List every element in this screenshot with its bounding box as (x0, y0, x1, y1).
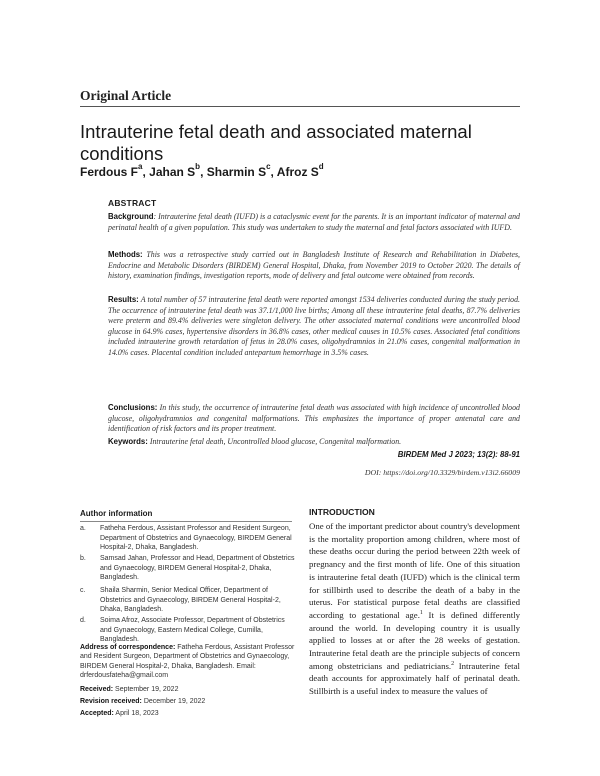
affiliation-key: c. (80, 587, 86, 594)
affiliation-key: b. (80, 555, 86, 562)
abstract-methods (108, 250, 520, 282)
abstract-conclusions (108, 403, 520, 435)
affiliation-item (80, 524, 296, 553)
abstract-keywords-text: Intrauterine fetal death, Uncontrolled blood glucose, Congenital malformation. (147, 437, 402, 446)
affiliation-key: d. (80, 617, 86, 624)
affiliation-text: Samsad Jahan, Professor and Head, Department of Obstetrics and Gynaecology, BIRDEM General Hospital-2, Dhaka, Bangladesh. (100, 555, 295, 582)
author-affiliation-mark: d (318, 162, 324, 171)
header-divider (80, 106, 520, 107)
author-info-divider (80, 521, 292, 522)
abstract-background-text: : Intrauterine fetal death (IUFD) is a cataclysmic event for the parents. It is an important indicator of maternal and perinatal health of a given population. This study was undertaken to study the maternal and fetal factors associated with IUFD. (108, 212, 520, 232)
revision-label: Revision received: (80, 698, 142, 705)
correspondence-label: Address of correspondence: (80, 644, 176, 651)
author-name: Ferdous F (80, 165, 139, 179)
abstract-results (108, 295, 520, 359)
affiliation-item (80, 616, 296, 645)
author-name: Afroz S (276, 165, 319, 179)
revision-date (80, 698, 296, 705)
received-label: Received: (80, 686, 114, 693)
author-affiliation-mark: c (266, 162, 271, 171)
abstract-results-text: A total number of 57 intrauterine fetal death were reported amongst 1534 deliveries conducted during the study period. The occurrence of intrauterine fetal death was 37.1/1,000 live births; Among all these intrauterine fetal deaths, 87.7% deliveries were preterm and 89.4% deliveries were singleton delivery. The other associated maternal conditions were uncontrolled blood glucose in 64.9% cases, hypertensive disorders in 36.8% cases, other medical causes in 10.5% cases. Associated fetal conditions included intrauterine growth retardation of fetus in 28.0% cases, oligohydramnios in 21.0% cases, congenital malformation in 14.0% cases. Placental condition included antepartum hemorrhage in 3.5% cases. (108, 295, 520, 357)
introduction-text (309, 520, 520, 698)
reference-mark: 2 (451, 660, 455, 667)
author-info-heading: Author information (80, 509, 153, 518)
abstract-methods-label: Methods: (108, 250, 143, 259)
abstract-heading: ABSTRACT (108, 198, 157, 208)
abstract-keywords (108, 437, 520, 448)
author-affiliation-mark: b (195, 162, 201, 171)
introduction-heading: INTRODUCTION (309, 507, 375, 517)
article-type-label: Original Article (80, 88, 172, 103)
introduction-paragraph: It is defined differently around the world. In developing country it is usually applied to losses at or after the 28 weeks of gestation. Intrauterine fetal death are the principle subjects of concern among obstetricians and pediatricians. (309, 609, 520, 671)
author-affiliation-mark: a (138, 162, 143, 171)
abstract-conclusions-text: In this study, the occurrence of intrauterine fetal death was associated with high incidence of uncontrolled blood glucose, oligohydramnios and congenital malformations. This emphasizes the importance of proper antenatal care and identification of risk factors and its proper treatment. (108, 403, 520, 434)
journal-citation: BIRDEM Med J 2023; 13(2): 88-91 (397, 450, 520, 459)
revision-value: December 19, 2022 (141, 698, 206, 705)
abstract-background-label: Background (108, 212, 154, 221)
author-list: Ferdous $F^a$, Jahan $S^b$, Sharmin $S^c$, Afroz $S^d$ (80, 162, 324, 179)
accepted-label: Accepted: (80, 710, 114, 717)
introduction-paragraph: One of the important predictor about country's development is the mortality proportion among children, where most of these deaths occur during the period between 22th week of pregnancy and the first month of life. One of this situation is intrauterine fetal death (IUFD) which is the clinical term for stillbirth used to describe the death of a baby in the uterus. For statistical purpose fetal deaths are classified according to gestational age. (309, 521, 520, 620)
correspondence-text: Fatheha Ferdous, Assistant Professor and Resident Surgeon, Department of Obstetrics and Gynaecology, BIRDEM General Hospital-2, Dhaka, Bangladesh. Email: drferdousfateha@gmail.com (80, 644, 295, 680)
accepted-value: April 18, 2023 (113, 710, 159, 717)
abstract-background (108, 212, 520, 233)
author-name: Sharmin S (206, 165, 267, 179)
affiliation-key: a. (80, 525, 86, 532)
received-value: September 19, 2022 (113, 686, 179, 693)
affiliation-item (80, 586, 296, 615)
introduction-paragraph: Intrauterine fetal death accounts for approximately half of perinatal death. Stillbirth is a useful index to measure the values of (309, 660, 520, 697)
author-name: Jahan S (149, 165, 196, 179)
abstract-results-label: Results: (108, 295, 139, 304)
article-title: Intrauterine fetal death and associated maternal conditions (80, 121, 472, 164)
affiliation-text: Shaila Sharmin, Senior Medical Officer, Department of Obstetrics and Gynaecology, BIRDEM General Hospital-2, Dhaka, Bangladesh. (100, 587, 281, 614)
affiliation-text: Fatheha Ferdous, Assistant Professor and Resident Surgeon, Department of Obstetrics and Gynaecology, BIRDEM General Hospital-2, Dhaka, Bangladesh. (100, 525, 292, 552)
abstract-methods-text: This was a retrospective study carried out in Bangladesh Institute of Research and Rehabilitation in Diabetes, Endocrine and Metabolic Disorders (BIRDEM) General Hospital, Dhaka, from November 2019 to October 2020. The details of history, examination findings, investigation reports, mode of delivery and fetal outcome were obtained from records. (108, 250, 520, 281)
doi-link[interactable]: DOI: https://doi.org/10.3329/birdem.v13i2.66009 (364, 468, 520, 477)
affiliation-item (80, 554, 296, 583)
abstract-conclusions-label: Conclusions: (108, 403, 158, 412)
received-date (80, 686, 296, 693)
reference-mark: 1 (419, 610, 423, 616)
abstract-keywords-label: Keywords: (108, 437, 148, 446)
affiliation-text: Soima Afroz, Associate Professor, Department of Obstetrics and Gynaecology, Eastern Medical College, Cumilla, Bangladesh. (100, 617, 285, 644)
correspondence-address (80, 643, 296, 681)
accepted-date (80, 710, 296, 717)
